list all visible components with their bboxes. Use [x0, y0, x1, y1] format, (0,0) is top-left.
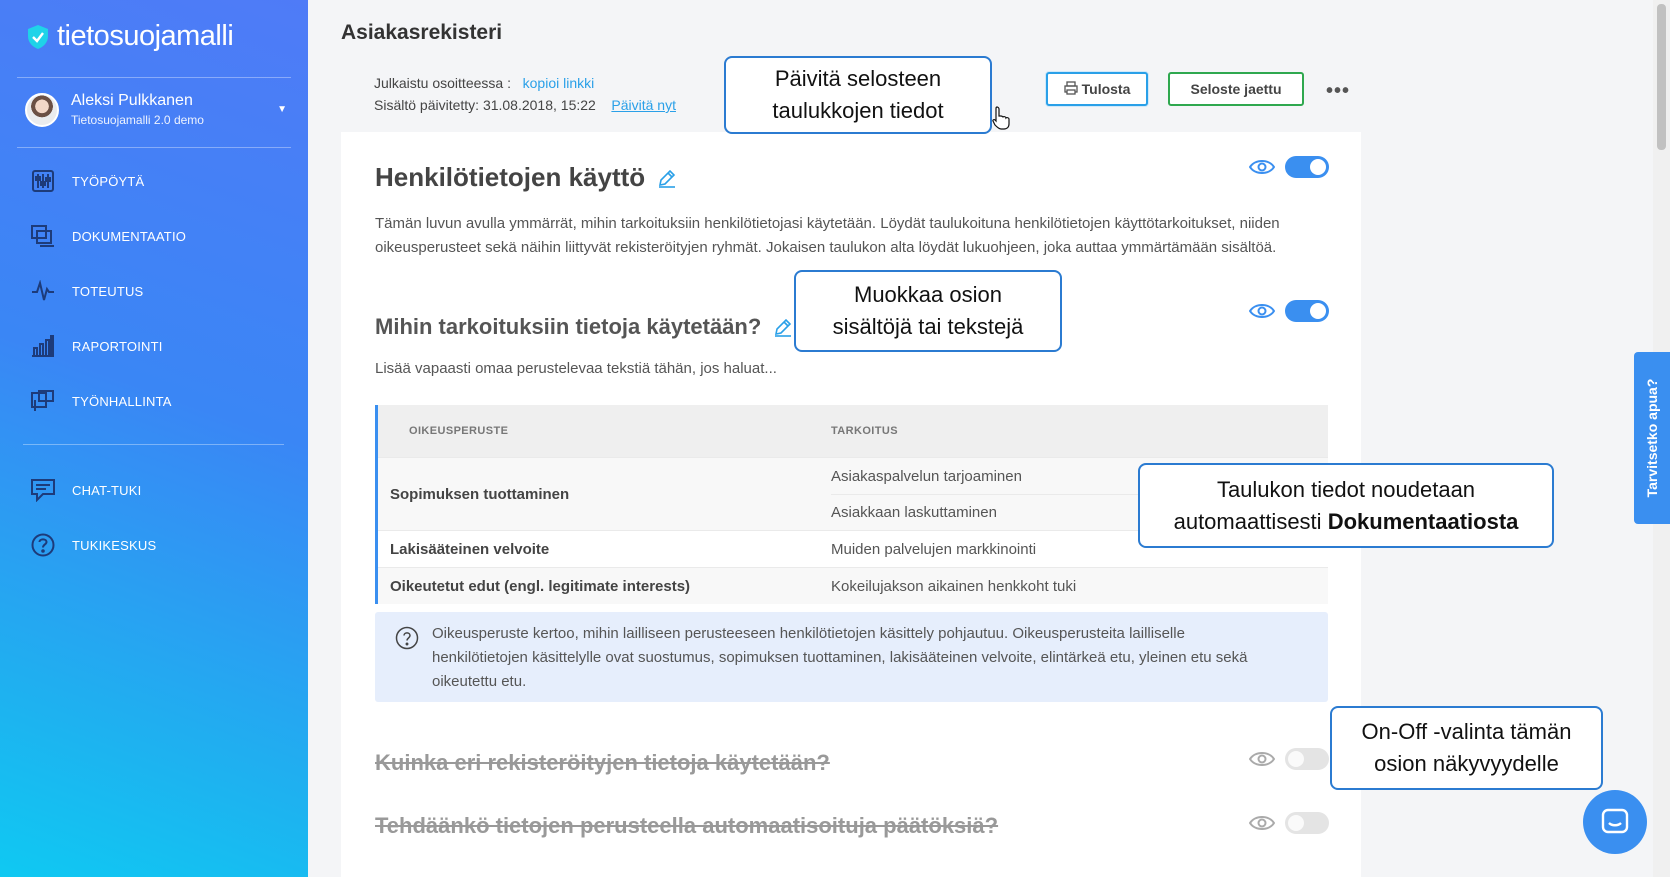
info-text: Oikeusperuste kertoo, mihin lailliseen perusteeseen henkilötietojen käsittely pohjautuu. Oikeusperusteita lailliselle henkilötietojen käsittelylle ovat suostumus, sopimuksen tuottaminen, lakisääteinen velvoite, elintärkeä etu, yleinen etu sekä oikeutettu etu. — [432, 625, 1248, 690]
sidebar-divider — [17, 77, 291, 78]
basis-cell: Sopimuksen tuottaminen — [390, 485, 570, 503]
visibility-control — [1249, 156, 1329, 178]
print-button[interactable] — [1046, 72, 1148, 106]
eye-icon[interactable] — [1249, 814, 1275, 832]
main-heading-text: Henkilötietojen käyttö — [375, 162, 646, 192]
publish-meta — [374, 72, 676, 116]
edit-pencil-icon[interactable] — [773, 317, 793, 337]
published-label: Julkaistu osoitteessa : — [374, 75, 511, 91]
visibility-toggle[interactable] — [1285, 300, 1329, 322]
nav-item-tyonhallinta[interactable] — [30, 388, 172, 414]
shield-logo-icon — [27, 24, 49, 50]
help-tab[interactable] — [1634, 352, 1670, 524]
user-org: Tietosuojamalli 2.0 demo — [71, 113, 204, 127]
hidden-section-heading: Tehdäänkö tietojen perusteella automaatisoituja päätöksiä? — [375, 813, 999, 838]
info-box — [375, 612, 1328, 702]
basis-cell: Lakisääteinen velvoite — [390, 540, 550, 558]
page-title: Asiakasrekisteri — [341, 21, 503, 44]
nav-label: TYÖPÖYTÄ — [72, 173, 145, 189]
eye-icon[interactable] — [1249, 158, 1275, 176]
hidden-section-heading: Kuinka eri rekisteröityjen tietoja käytetään? — [375, 750, 830, 775]
basis-cell: Oikeutetut edut (engl. legitimate interests) — [390, 577, 691, 595]
nav-label: TUKIKESKUS — [72, 537, 157, 553]
nav-label: RAPORTOINTI — [72, 338, 163, 354]
task-icon — [30, 388, 56, 414]
chat-bubble-icon — [1600, 807, 1630, 837]
bar-chart-icon — [30, 333, 56, 359]
intro-text: Tämän luvun avulla ymmärrät, mihin tarkoituksiin henkilötietojasi käytetään. Löydät taulukoituna henkilötietojen käyttötarkoitukset, niiden oikeusperusteet sekä näihin liittyvät rekisteröityjen ryhmät. Jokaisen taulukon alta löydät lukuohjeen, joka auttaa ymmärtämään sisältöä. — [375, 215, 1280, 256]
printer-icon — [1064, 81, 1078, 98]
nav-item-toteutus[interactable] — [30, 278, 143, 304]
purpose-cell: Kokeilujakson aikainen henkkoht tuki — [831, 577, 1077, 595]
callout-line: osion näkyvyydelle — [1374, 751, 1559, 776]
pulse-icon — [30, 278, 56, 304]
nav-item-chat-tuki[interactable] — [30, 477, 141, 503]
callout-line: taulukkojen tiedot — [772, 98, 944, 123]
callout-line: Päivitä selosteen — [774, 66, 942, 91]
chat-launcher[interactable] — [1583, 790, 1647, 854]
nav-label: DOKUMENTAATIO — [72, 228, 187, 244]
nav-item-raportointi[interactable] — [30, 333, 163, 359]
purpose-cell: Muiden palvelujen markkinointi — [831, 540, 1037, 558]
callout-edit — [794, 270, 1062, 352]
caret-down-icon[interactable]: ▼ — [277, 104, 287, 115]
callout-update — [724, 56, 992, 134]
callout-line: Muokkaa osion — [854, 282, 1002, 307]
table-row — [378, 567, 1328, 604]
visibility-control — [1249, 748, 1329, 770]
sliders-icon — [30, 168, 56, 194]
callout-line: automaattisesti — [1173, 508, 1322, 534]
nav-item-tyopoyta[interactable] — [30, 168, 144, 194]
logo-text: tietosuojamalli — [57, 20, 234, 52]
eye-icon[interactable] — [1249, 302, 1275, 320]
callout-toggle — [1330, 706, 1603, 790]
nav-label: CHAT-TUKI — [72, 482, 142, 498]
sidebar — [0, 0, 308, 877]
user-menu[interactable] — [25, 92, 287, 127]
scroll-thumb[interactable] — [1657, 4, 1666, 150]
eye-icon[interactable] — [1249, 750, 1275, 768]
shared-label: Seloste jaettu — [1190, 81, 1282, 97]
nav-item-tukikeskus[interactable] — [30, 532, 156, 558]
logo[interactable] — [27, 20, 233, 53]
shared-button[interactable] — [1168, 72, 1304, 106]
callout-line: sisältöjä tai tekstejä — [832, 314, 1024, 339]
callout-line: On-Off -valinta tämän — [1361, 719, 1572, 744]
visibility-toggle[interactable] — [1285, 156, 1329, 178]
print-label: Tulosta — [1081, 81, 1131, 97]
edit-pencil-icon[interactable] — [657, 168, 677, 188]
copy-link[interactable]: kopioi linkki — [522, 75, 595, 91]
visibility-control — [1249, 300, 1329, 322]
visibility-toggle[interactable] — [1285, 748, 1329, 770]
callout-table — [1138, 463, 1554, 548]
user-name: Aleksi Pulkkanen — [71, 92, 193, 109]
column-header: TARKOITUS — [831, 425, 898, 437]
sidebar-divider — [23, 444, 284, 445]
nav-label: TYÖNHALLINTA — [72, 393, 172, 409]
section-note: Lisää vapaasti omaa perustelevaa tekstiä tähän, jos haluat... — [375, 360, 777, 377]
updated-label: Sisältö päivitetty: 31.08.2018, 15:22 — [374, 97, 596, 113]
hand-cursor-icon — [992, 106, 1010, 130]
column-header: OIKEUSPERUSTE — [409, 425, 509, 437]
nav-item-dokumentaatio[interactable] — [30, 223, 186, 249]
visibility-toggle[interactable] — [1285, 812, 1329, 834]
callout-bold: Dokumentaatiosta — [1327, 508, 1519, 534]
update-now-link[interactable]: Päivitä nyt — [611, 97, 676, 113]
avatar — [25, 93, 59, 127]
help-tab-label: Tarvitsetko apua? — [1644, 378, 1660, 498]
table-header — [378, 405, 1328, 457]
more-options-icon[interactable]: ••• — [1326, 80, 1351, 102]
main-heading — [375, 162, 677, 193]
callout-line: Taulukon tiedot noudetaan — [1216, 476, 1476, 502]
sidebar-divider — [17, 147, 291, 148]
nav-label: TOTEUTUS — [72, 283, 144, 299]
chat-icon — [30, 477, 56, 503]
section-heading-text: Mihin tarkoituksiin tietoja käytetään? — [375, 314, 762, 339]
visibility-control — [1249, 812, 1329, 834]
documents-icon — [30, 223, 56, 249]
question-icon — [395, 626, 419, 650]
section-heading — [375, 314, 793, 340]
help-icon — [30, 532, 56, 558]
purpose-cell: Asiakkaan laskuttaminen — [831, 494, 1328, 530]
purpose-cell: Asiakaspalvelun tarjoaminen — [831, 467, 1022, 485]
